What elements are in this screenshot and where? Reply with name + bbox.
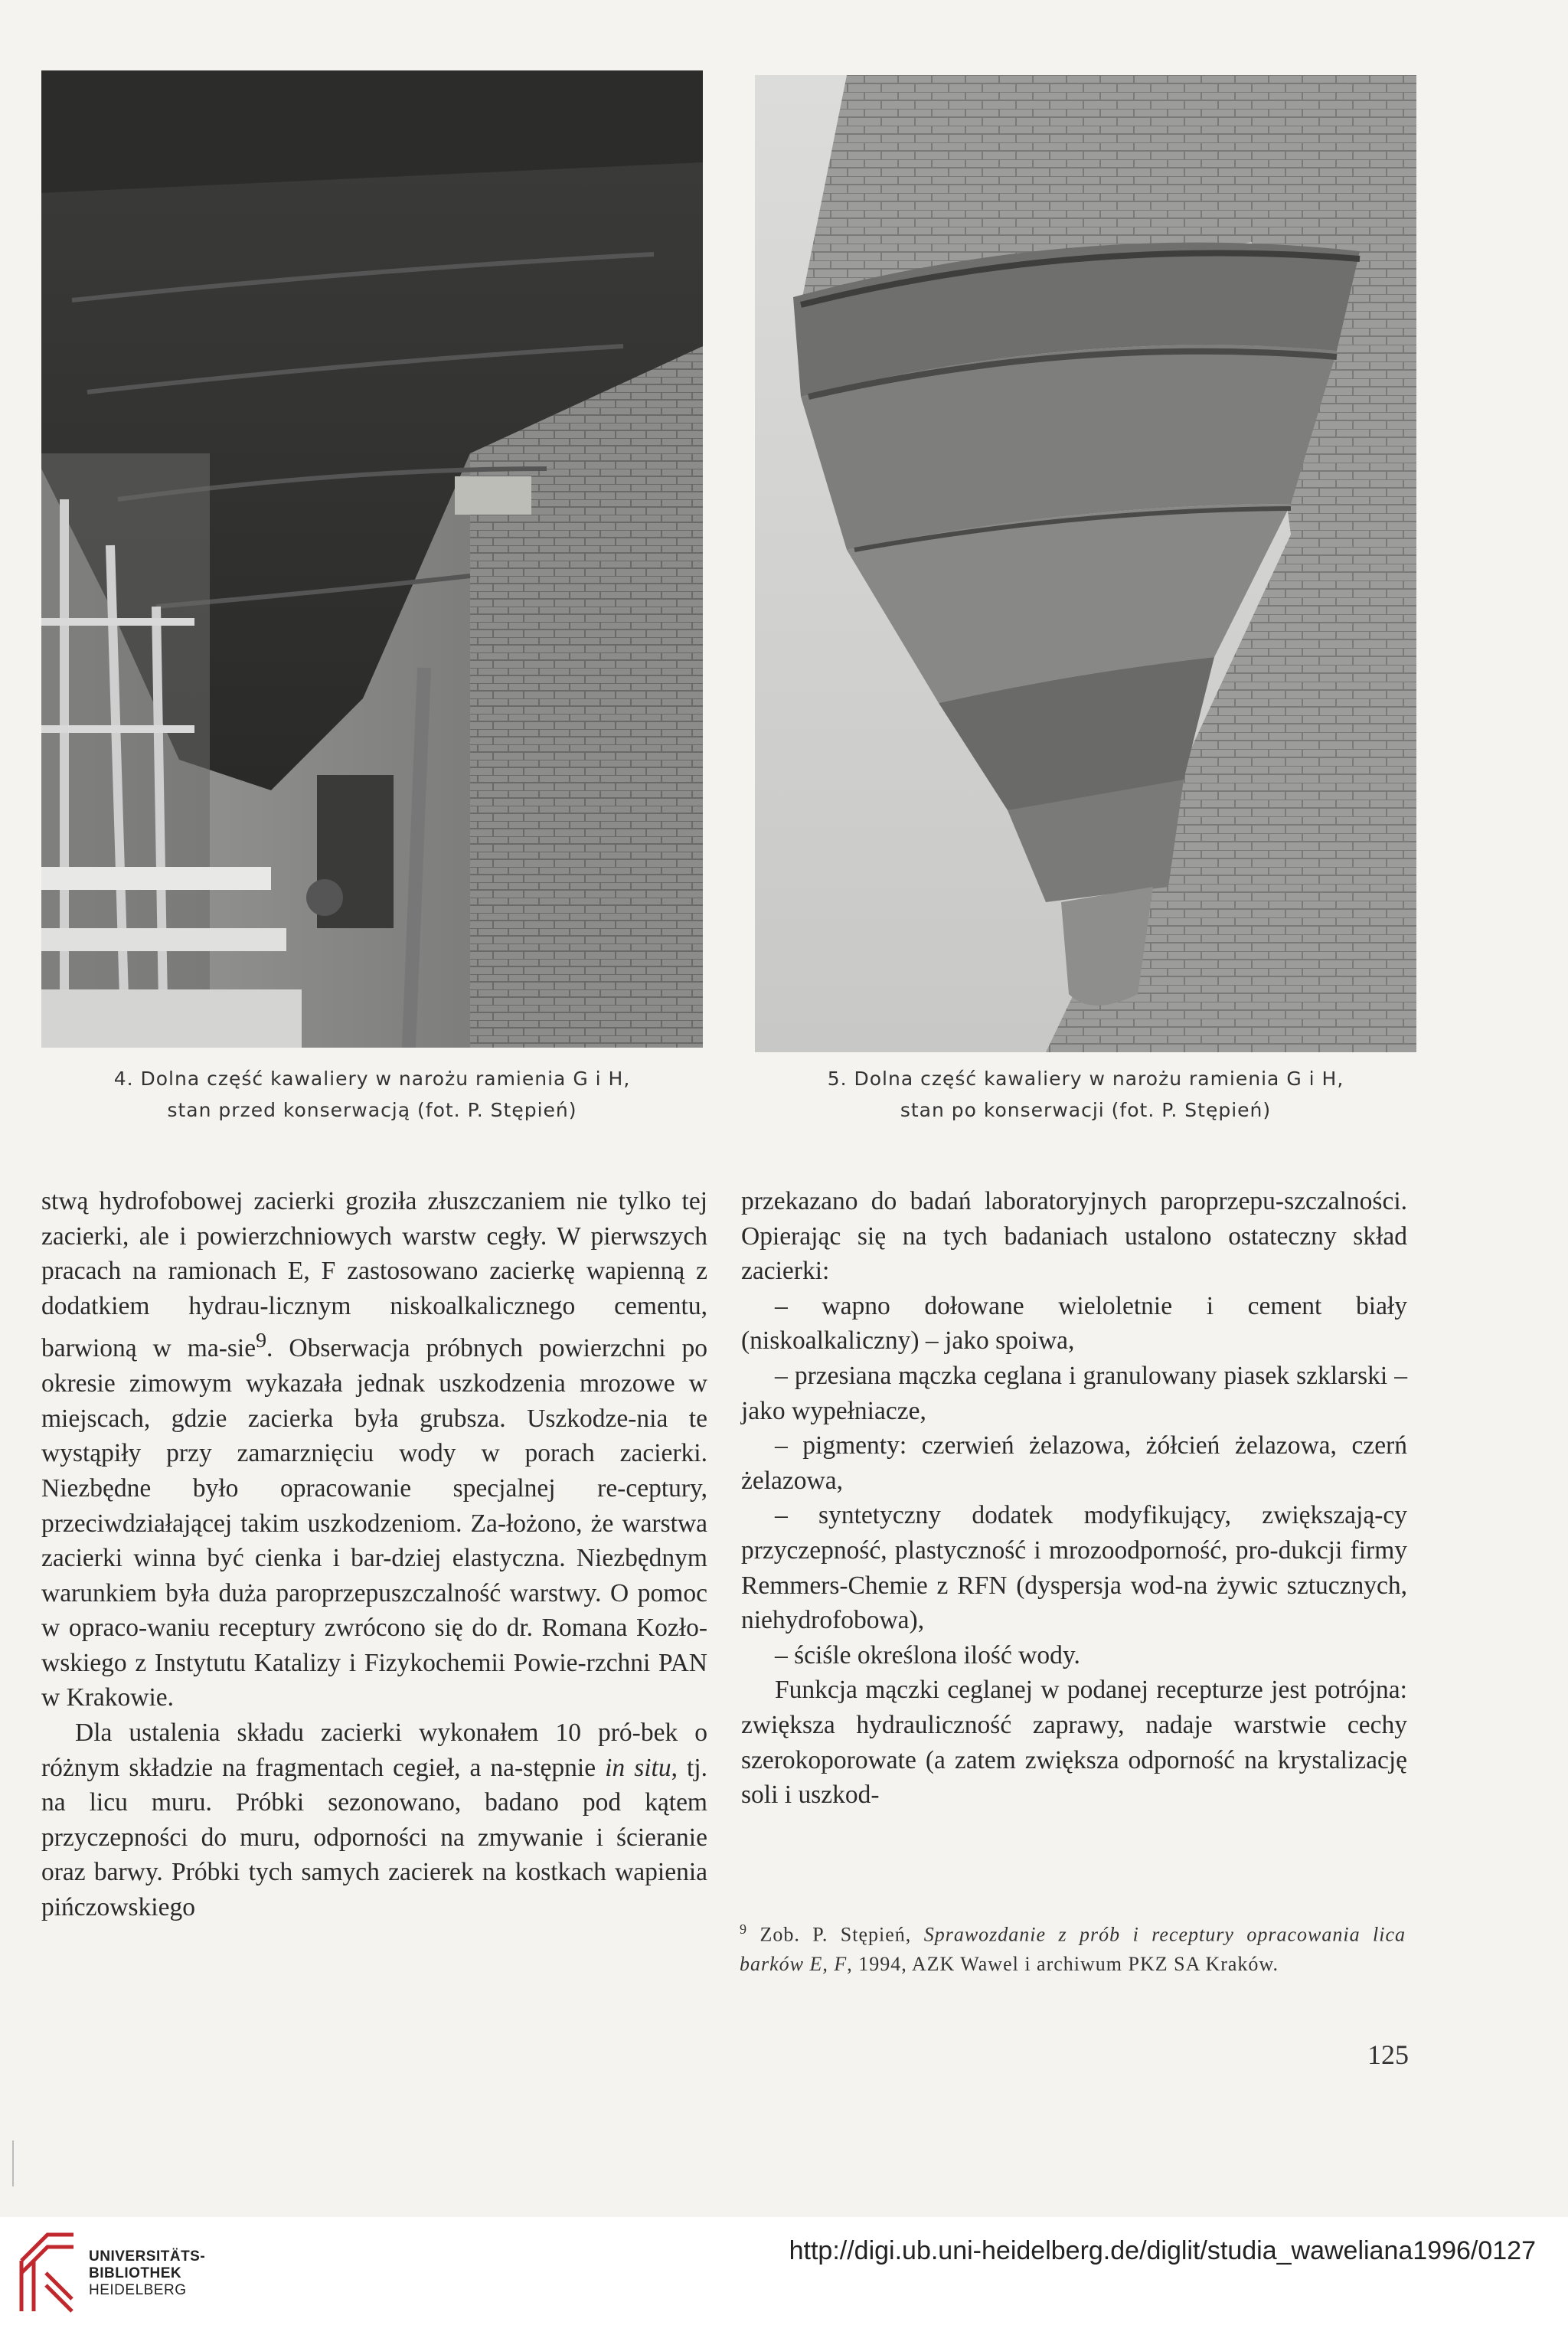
- footnote-title: Sprawozdanie z prób i receptury opracowania lica barków E, F: [740, 1923, 1406, 1975]
- right-paragraph-1: przekazano do badań laboratoryjnych paroprzepu-szczalności. Opierając się na tych badaniach ustalono ostateczny skład zacierki:: [741, 1187, 1407, 1286]
- library-name-line1: UNIVERSITÄTS-: [89, 2248, 206, 2265]
- figure-5-photo: [755, 75, 1416, 1052]
- left-paragraph-2: [41, 1715, 707, 1925]
- footnote-text-b: , 1994, AZK Wawel i archiwum PKZ SA Kraków.: [847, 1952, 1279, 1975]
- library-name-line3: HEIDELBERG: [89, 2282, 187, 2298]
- left-paragraph-1: [41, 1184, 707, 1715]
- scan-edge-mark: [12, 2140, 14, 2186]
- left-p2-italic: in situ: [605, 1753, 671, 1782]
- left-p1-text: stwą hydrofobowej zacierki groziła złuszczaniem nie tylko tej zacierki, ale i powierzchniowych warstw cegły. W pierwszych pracach na ramionach E, F zastosowano zacierkę wapienną z dodatkiem hydrau-licznym niskoalkalicznego cementu, barwioną w ma-sie: [41, 1187, 707, 1363]
- list-item: – pigmenty: czerwień żelazowa, żółcień żelazowa, czerń żelazowa,: [741, 1431, 1407, 1495]
- footnote-text-a: Zob. P. Stępień,: [747, 1923, 924, 1946]
- figure-4-caption-line1: 4. Dolna część kawaliery w narożu ramienia G i H,: [113, 1068, 631, 1090]
- footer-bar: [0, 2217, 1568, 2335]
- source-url-link[interactable]: http://digi.ub.uni-heidelberg.de/diglit/studia_waweliana1996/0127: [789, 2236, 1536, 2265]
- figure-5-caption-line2: stan po konserwacji (fot. P. Stępień): [900, 1099, 1272, 1121]
- left-p1-tail: . Obserwacja próbnych powierzchni po okresie zimowym wykazała jednak uszkodzenia mrozowe w miejscach, gdzie zacierka była grubsza. Uszkodze-nia te wystąpiły przy zamarznięciu wody w porach zacierki. Niezbędne było opracowanie specjalnej re-ceptury, przeciwdziałającej takim uszkodzeniom. Za-łożono, że warstwa zacierki winna być cienka i bar-dziej elastyczna. Niezbędnym warunkiem była duża paroprzepuszczalność warstwy. O pomoc w opraco-waniu receptury zwrócono się do dr. Romana Kozło-wskiego z Instytutu Katalizy i Fizykochemii Powie-rzchni PAN w Krakowie.: [41, 1334, 707, 1712]
- right-paragraph-2: Funkcja mączki ceglanej w podanej recepturze jest potrójna: zwiększa hydrauliczność zaprawy, nadaje warstwie cechy szerokoporowate (a zatem zwiększa odporność na krystalizację soli i uszkod-: [741, 1676, 1407, 1810]
- footnote-number: 9: [740, 1921, 747, 1937]
- figure-5-caption: [755, 1063, 1416, 1126]
- left-p2-text-b: , tj. na licu muru. Próbki sezonowano, badano pod kątem przyczepności do muru, odporności na zmywanie i ścieranie oraz barwy. Próbki tych samych zacierek na kostkach wapienia pińczowskiego: [41, 1753, 707, 1922]
- right-text-column: [741, 1184, 1407, 1813]
- library-name-line2: BIBLIOTHEK: [89, 2265, 182, 2281]
- footnote: [740, 1915, 1406, 1979]
- library-name: [89, 2248, 205, 2299]
- list-item: – syntetyczny dodatek modyfikujący, zwiększają-cy przyczepność, plastyczność i mrozoodporność, pro-dukcji firmy Remmers-Chemie z RFN (dyspersja wod-na żywic sztucznych, niehydrofobowa),: [741, 1501, 1407, 1635]
- library-logo-icon[interactable]: [17, 2230, 78, 2316]
- footnote-ref-9: 9: [256, 1329, 267, 1353]
- left-p2-text-a: Dla ustalenia składu zacierki wykonałem 10 pró-bek o różnym składzie na fragmentach cegieł, a na-stępnie: [41, 1719, 707, 1782]
- page-number: 125: [1367, 2039, 1409, 2070]
- left-text-column: [41, 1184, 707, 1925]
- figure-4-caption: [41, 1063, 703, 1126]
- list-item: – ściśle określona ilość wody.: [775, 1640, 1080, 1669]
- list-item: – przesiana mączka ceglana i granulowany piasek szklarski – jako wypełniacze,: [741, 1361, 1407, 1425]
- figure-4-caption-line2: stan przed konserwacją (fot. P. Stępień): [167, 1099, 577, 1121]
- figure-5-caption-line1: 5. Dolna część kawaliery w narożu ramienia G i H,: [827, 1068, 1344, 1090]
- list-item: – wapno dołowane wieloletnie i cement biały (niskoalkaliczny) – jako spoiwa,: [741, 1291, 1407, 1356]
- figure-4-photo: [41, 70, 703, 1048]
